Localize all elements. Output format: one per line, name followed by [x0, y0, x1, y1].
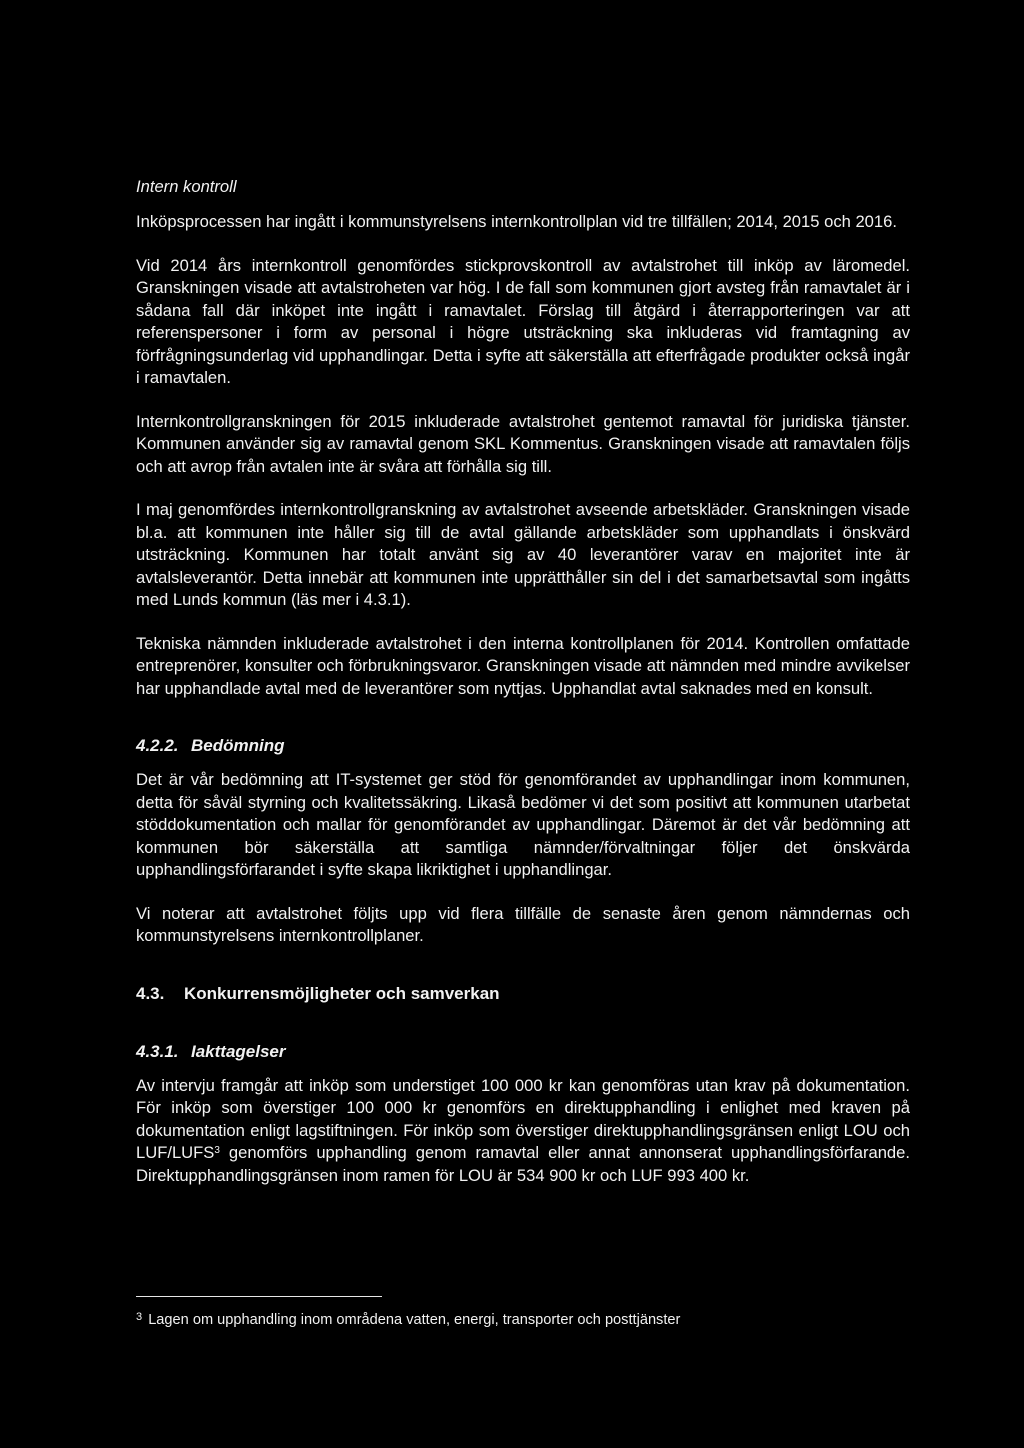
- paragraph: Tekniska nämnden inkluderade avtalstrohet i den interna kontrollplanen för 2014. Kontrollen omfattade entreprenörer, konsulter och förbrukningsvaror. Granskningen visade att nämnden med mindre avvikelser har upphandlade avtal med de leverantörer som nyttjas. Upphandlat avtal saknades med en konsult.: [136, 633, 910, 698]
- paragraph: Vid 2014 års internkontroll genomfördes stickprovskontroll av avtalstrohet till inköp av läromedel. Granskningen visade att avtalstroheten var hög. I de fall som kommunen gjort avsteg från ramavtalet är i sådana fall där inköpet inte ingått i ramavtalet. Förslag till åtgärd i återrapporteringen var att referenspersoner i form av personal i högre utsträckning ska inkluderas vid framtagning av förfrågningsunderlag vid upphandlingar. Detta i syfte att säkerställa att efterfrågade produkter också ingår i ramavtalen.: [136, 255, 910, 387]
- footnote: [136, 1307, 916, 1330]
- paragraph: Det är vår bedömning att IT-systemet ger stöd för genomförandet av upphandlingar inom kommunen, detta för såväl styrning och kvalitetssäkring. Likaså bedömer vi det som positivt att kommunen utarbetat stöddokumentation och mallar för genomförandet av upphandlingar. Däremot är det vår bedömning att kommunen bör säkerställa att samtliga nämnder/förvaltningar följer det önskvärda upphandlingsförfarandet i syfte skapa likriktighet i upphandlingar.: [136, 770, 910, 879]
- subheading-intern-kontroll: Intern kontroll: [136, 177, 237, 196]
- paragraph: Internkontrollgranskningen för 2015 inkluderade avtalstrohet gentemot ramavtal för juridiska tjänster. Kommunen använder sig av ramavtal genom SKL Kommentus. Granskningen visade att ramavtalen följs och att avrop från avtalen inte är svåra att förhålla sig till.: [136, 411, 910, 476]
- section-heading-4-2-2: [136, 736, 910, 756]
- paragraph-text: genomförs upphandling genom ramavtal eller annat annonserat upphandlingsförfarande. Direktupphandlingsgränsen inom ramen för LOU är 534 900 kr och LUF 993 400 kr.: [136, 1143, 910, 1185]
- footnote-text: Lagen om upphandling inom områdena vatten, energi, transporter och posttjänster: [148, 1312, 681, 1328]
- paragraph-with-footnote: [136, 1075, 910, 1188]
- section-title: Konkurrensmöjligheter och samverkan: [184, 983, 500, 1003]
- paragraph: Vi noterar att avtalstrohet följts upp vid flera tillfälle de senaste åren genom nämndernas och kommunstyrelsens internkontrollplaner.: [136, 903, 910, 945]
- footnote-reference: 3: [214, 1145, 220, 1156]
- section-title: Bedömning: [191, 736, 285, 755]
- section-number: 4.2.2.: [136, 736, 179, 755]
- footnote-divider: [136, 1296, 382, 1297]
- paragraph: I maj genomfördes internkontrollgranskning av avtalstrohet avseende arbetskläder. Granskningen visade bl.a. att kommunen inte håller sig till de avtal gällande arbetskläder som upphandlats i önskvärd utsträckning. Kommunen har totalt använt sig av 40 leverantörer varav en majoritet inte är avtalsleverantör. Detta innebär att kommunen inte upprätthåller sin del i det samarbetsavtal som ingåtts med Lunds kommun (läs mer i 4.3.1).: [136, 500, 910, 609]
- paragraph: Inköpsprocessen har ingått i kommunstyrelsens internkontrollplan vid tre tillfällen; 2014, 2015 och 2016.: [136, 212, 897, 231]
- section-heading-4-3-1: [136, 1042, 910, 1062]
- document-body: [136, 176, 910, 1187]
- paragraph-text: Av intervju framgår att inköp som understiget 100 000 kr kan genomföras utan krav på dokumentation. För inköp som överstiger 100 000 kr genomförs en direktupphandling i enlighet med kraven på dokumentation enligt lagstiftningen. För inköp som överstiger direktupphandlingsgränsen enligt LOU och LUF/LUFS: [136, 1075, 910, 1162]
- section-heading-4-3: [136, 984, 910, 1004]
- section-title: Iakttagelser: [191, 1041, 286, 1061]
- section-number: 4.3.: [136, 983, 165, 1003]
- section-number: 4.3.1.: [136, 1041, 179, 1061]
- footnote-mark: 3: [136, 1311, 143, 1323]
